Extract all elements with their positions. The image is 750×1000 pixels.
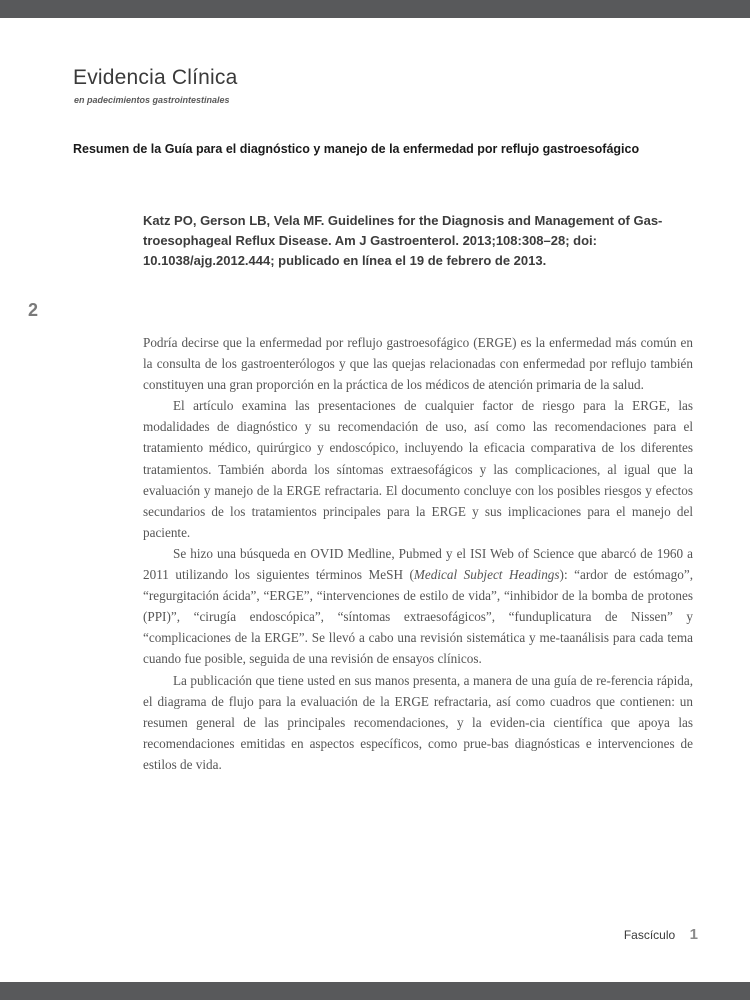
footer-label: Fascículo <box>623 928 676 942</box>
document-page <box>0 18 750 982</box>
paragraph-3 <box>143 543 693 670</box>
body-text <box>143 332 693 775</box>
paragraph-3-text-b: ): “ardor de estómago”, “regurgitación ácida”, “ERGE”, “intervenciones de estilo de vida”, “inhibidor de la bomba de protones (PPI)”, “cirugía endoscópica”, “síntomas extraesofágicos”, “funduplicatura de Nissen” y “complicaciones de la ERGE”. Se llevó a cabo una revisión sistemática y me-taanálisis para cada tema cuando fue posible, seguida de una revisión de ensayos clínicos. <box>143 567 694 667</box>
paragraph-4: La publicación que tiene usted en sus manos presenta, a manera de una guía de re-ferencia rápida, el diagrama de flujo para la evaluación de la ERGE refractaria, así como cuadros que contienen: un resumen general de las principales recomendaciones, y la eviden-cia científica que apoya las recomendaciones emitidas en aspectos específicos, como prue-bas diagnósticas e intervenciones de estilos de vida. <box>143 672 693 772</box>
paragraph-3-italic: Medical Subject Headings <box>413 567 560 583</box>
page-footer <box>624 926 698 944</box>
paragraph-3-text-a: Se hizo una búsqueda en OVID Medline, Pubmed y el ISI Web of Science que abarcó de 1960 a 2011 utilizando los siguientes términos MeSH ( <box>143 545 693 583</box>
citation: Katz PO, Gerson LB, Vela MF. Guidelines for the Diagnosis and Management of Gas-troesophageal Reflux Disease. Am J Gastroenterol. 2013;108:308–28; doi: 10.1038/ajg.2012.444; publicado en línea el 19 de febrero de 2013. <box>143 213 663 268</box>
brand-subtitle: en padecimientos gastrointestinales <box>74 95 230 105</box>
paragraph-2: El artículo examina las presentaciones de cualquier factor de riesgo para la ERGE, las modalidades de diagnóstico y su recomendación de uso, así como las recomendaciones para el tratamiento médico, quirúrgico y endoscópico, incluyendo la eficacia comparativa de los diferentes tratamientos. También aborda los síntomas extraesofágicos y las complicaciones, al igual que la evaluación y manejo de la ERGE refractaria. El documento concluye con los posibles riesgos y efectos secundarios de los tratamientos principales para la ERGE y sus implicaciones para el manejo del paciente. <box>143 398 693 540</box>
page-marker: 2 <box>28 300 39 320</box>
document-title: Resumen de la Guía para el diagnóstico y manejo de la enfermedad por reflujo gastroesofágico <box>73 142 640 156</box>
footer-page-number: 1 <box>689 926 698 943</box>
brand-title: Evidencia Clínica <box>73 66 238 89</box>
paragraph-1: Podría decirse que la enfermedad por reflujo gastroesofágico (ERGE) es la enfermedad más común en la consulta de los gastroenterólogos y que las quejas relacionadas con enfermedad por reflujo también constituyen una gran proporción en la práctica de los médicos de atención primaria de la salud. <box>143 335 693 393</box>
